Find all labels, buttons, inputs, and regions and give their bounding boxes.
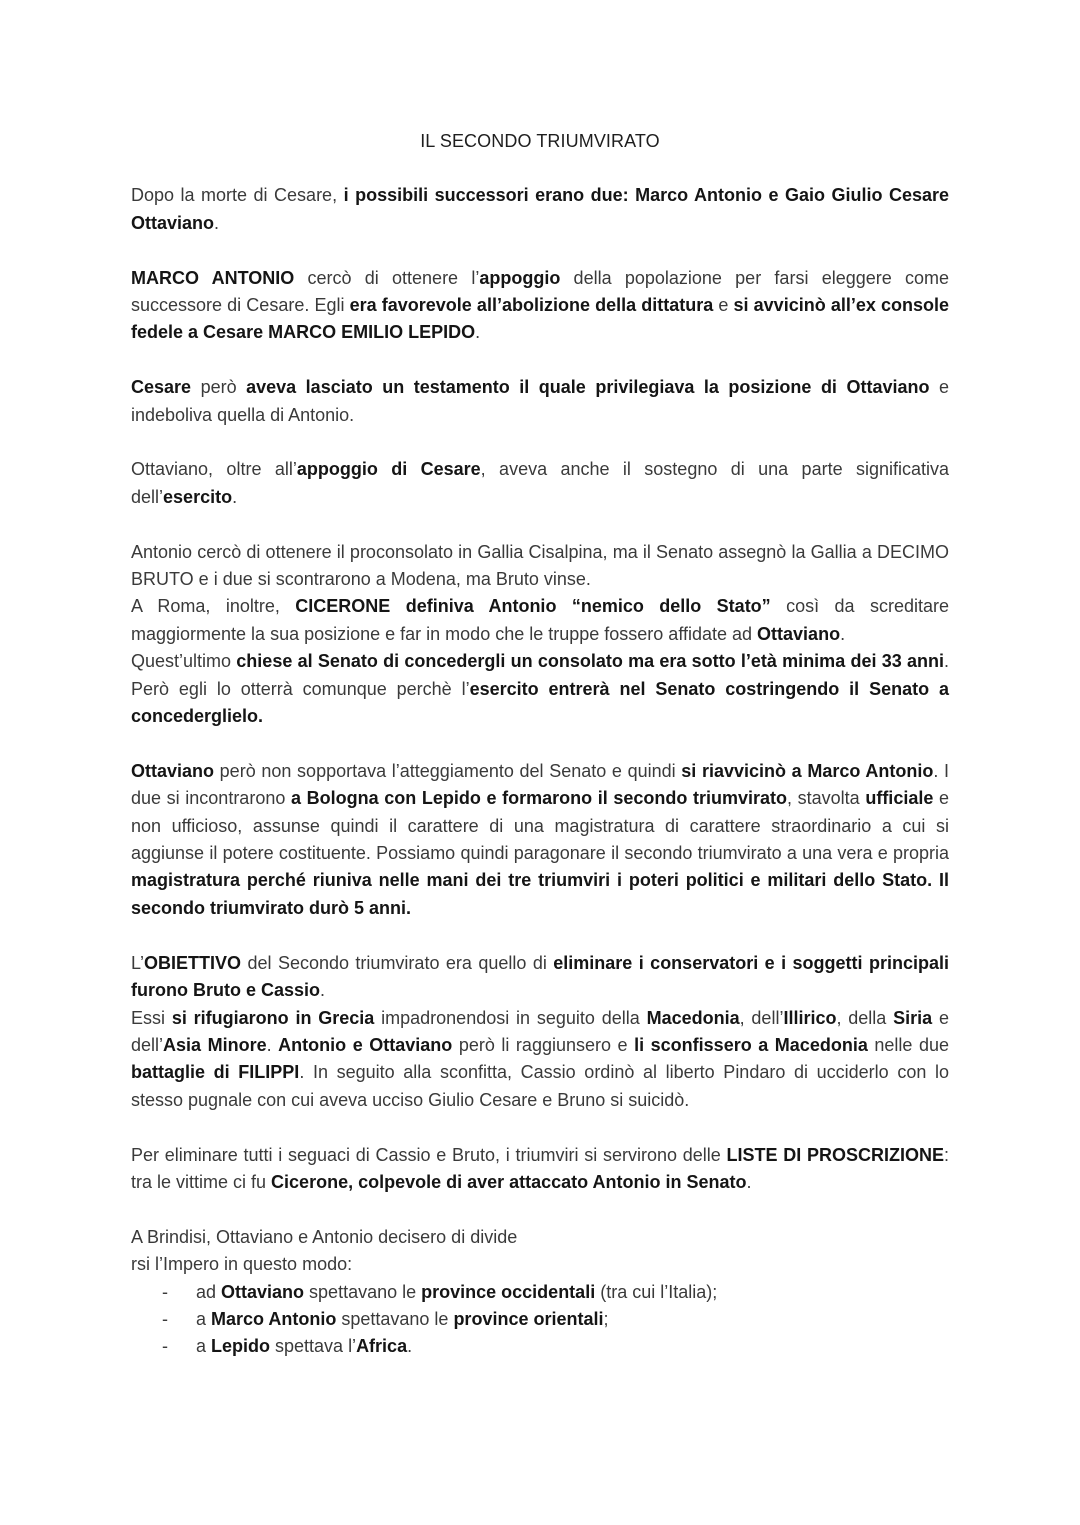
bold-text: Asia Minore — [163, 1034, 267, 1055]
text-run: però non sopportava l’atteggiamento del Senato e quindi — [214, 760, 682, 781]
text-run: e dell’ — [131, 1007, 949, 1055]
bullet-list — [131, 1279, 949, 1361]
text-run: . In seguito alla sconfitta, Cassio ordinò al liberto Pindaro di ucciderlo con lo stesso pugnale con cui aveva ucciso Giulio Cesare e Bruno si suicidò. — [131, 1062, 949, 1110]
text-run: ad — [196, 1281, 222, 1302]
text-run: . — [266, 1034, 279, 1055]
text-run: e indeboliva quella di Antonio. — [131, 377, 949, 425]
bullet-dash: - — [162, 1336, 168, 1357]
text-run: , stavolta — [787, 788, 866, 809]
text-run: però li raggiunsero e — [452, 1034, 635, 1055]
text-run: così da screditare maggiormente la sua posizione e far in modo che le truppe fossero affidate ad — [131, 596, 949, 644]
paragraph-secondo-triumvirato — [131, 758, 949, 922]
text-run: . Però egli lo otterrà comunque perchè l’ — [131, 651, 949, 699]
text-run: ; — [603, 1308, 609, 1329]
text-run: e — [713, 295, 734, 316]
paragraph-testamento — [131, 374, 949, 429]
text-run: . I due si incontrarono — [131, 760, 949, 809]
list-item — [131, 1333, 949, 1360]
bold-text: Siria — [893, 1007, 933, 1028]
bold-text: Marco Antonio — [211, 1308, 337, 1329]
bold-text: Ottaviano — [131, 760, 215, 781]
bold-text: i possibili successori erano due: Marco Antonio e Gaio Giulio Cesare Ottaviano — [131, 185, 950, 233]
bullet-dash: - — [162, 1308, 168, 1329]
bold-text: esercito entrerà nel Senato costringendo il Senato a concederglielo. — [131, 678, 949, 727]
bold-text: a Bologna con Lepido e formarono il secondo triumvirato — [290, 788, 788, 809]
text-run: . — [214, 212, 220, 233]
text-run: . — [232, 486, 238, 507]
paragraph-successori — [131, 182, 949, 237]
text-run: a — [196, 1336, 212, 1357]
text-run: , dell’ — [739, 1007, 784, 1028]
bold-text: eliminare i conservatori e i soggetti principali furono Bruto e Cassio — [131, 952, 949, 1001]
list-item — [131, 1306, 949, 1333]
bold-text: Lepido — [211, 1336, 271, 1357]
text-run: . — [840, 623, 846, 644]
bold-text: si riavvicinò a Marco Antonio — [681, 760, 934, 781]
list-item — [131, 1279, 949, 1306]
paragraph-obiettivo — [131, 950, 949, 1005]
document-body — [131, 182, 949, 1278]
bold-text: appoggio — [479, 267, 561, 288]
bold-text: si avvicinò all’ex console fedele a Cesare MARCO EMILIO LEPIDO — [131, 295, 950, 343]
bold-text: magistratura perché riuniva nelle mani dei tre triumviri i poteri politici e militari dello Stato. Il secondo triumvirato durò 5 anni. — [131, 870, 949, 918]
text-run: A Roma, inoltre, — [131, 596, 296, 617]
paragraph-filippi — [131, 1005, 949, 1115]
text-run: del Secondo triumvirato era quello di — [241, 952, 554, 973]
text-run: della popolazione per farsi eleggere come successore di Cesare. Egli — [131, 267, 950, 316]
bold-text: era favorevole all’abolizione della dittatura — [349, 295, 714, 316]
text-run: spettava l’ — [270, 1336, 357, 1357]
text-run: e non ufficioso, assunse quindi il carattere di una magistratura di carattere straordinario a cui si aggiunse il potere costituente. Possiamo quindi paragonare il secondo triumvirato a una vera e propria — [131, 788, 949, 864]
text-run: nelle due — [867, 1034, 949, 1055]
paragraph-ottaviano-esercito — [131, 456, 949, 511]
text-run: Antonio cercò di ottenere il proconsolato in Gallia Cisalpina, ma il Senato assegnò la Gallia a DECIMO BRUTO e i due si scontrarono a Modena, ma Bruto vinse. — [131, 541, 949, 590]
bold-text: Africa — [356, 1336, 408, 1357]
paragraph-marco-antonio — [131, 265, 949, 347]
text-run: spettavano le — [336, 1308, 454, 1329]
text-run: Essi — [131, 1007, 172, 1028]
bold-text: Ottaviano — [221, 1281, 305, 1302]
text-run: a — [196, 1308, 212, 1329]
paragraph-proscrizione — [131, 1142, 949, 1197]
text-run: cercò di ottenere l’ — [294, 267, 480, 288]
text-run: , aveva anche il sostegno di una parte significativa dell’ — [131, 459, 950, 507]
bold-text: si rifugiarono in Grecia — [171, 1007, 375, 1028]
text-run: (tra cui l’Italia); — [595, 1281, 718, 1302]
bold-text: battaglie di FILIPPI — [131, 1062, 300, 1083]
bold-text: Cicerone, colpevole di aver attaccato Antonio in Senato — [271, 1171, 747, 1192]
text-run: però — [191, 377, 247, 398]
paragraph-brindisi-1 — [131, 1224, 949, 1251]
text-run: L’ — [131, 952, 145, 973]
bold-text: aveva lasciato un testamento il quale privilegiava la posizione di Ottaviano — [246, 377, 930, 398]
text-run: Quest’ultimo — [131, 651, 237, 672]
text-run: : tra le vittime ci fu — [131, 1144, 949, 1192]
bold-text: appoggio di Cesare — [296, 459, 481, 480]
bullet-dash: - — [162, 1281, 168, 1302]
bold-text: province orientali — [453, 1308, 604, 1329]
text-run: . — [407, 1336, 413, 1357]
text-run: A Brindisi, Ottaviano e Antonio decisero di divide — [131, 1226, 518, 1247]
bold-text: Ottaviano — [757, 623, 841, 644]
paragraph-brindisi-2 — [131, 1251, 949, 1278]
bold-text: chiese al Senato di concedergli un consolato ma era sotto l’età minima dei 33 anni — [236, 651, 944, 672]
text-run: impadronendosi in seguito della — [374, 1007, 647, 1028]
text-run: . — [320, 980, 326, 1001]
bold-text: MARCO ANTONIO — [131, 267, 295, 288]
paragraph-consolato — [131, 648, 949, 730]
text-run: spettavano le — [304, 1281, 422, 1302]
bold-text: Illirico — [783, 1007, 837, 1028]
text-run: Dopo la morte di Cesare, — [131, 185, 344, 206]
bold-text: OBIETTIVO — [144, 952, 242, 973]
bold-text: li sconfissero a Macedonia — [634, 1034, 868, 1055]
paragraph-cicerone — [131, 593, 949, 648]
text-run: . — [746, 1171, 752, 1192]
bold-text: CICERONE definiva Antonio “nemico dello Stato” — [295, 596, 771, 617]
paragraph-gallia-cisalpina — [131, 539, 949, 594]
document-title: IL SECONDO TRIUMVIRATO — [420, 131, 660, 151]
text-run: Ottaviano, oltre all’ — [131, 459, 297, 480]
bold-text: LISTE DI PROSCRIZIONE — [726, 1144, 944, 1165]
bold-text: province occidentali — [421, 1281, 596, 1302]
bold-text: esercito — [163, 486, 233, 507]
bold-text: Macedonia — [646, 1007, 740, 1028]
text-run: rsi l’Impero in questo modo: — [131, 1254, 353, 1275]
text-run: Per eliminare tutti i seguaci di Cassio e Bruto, i triumviri si servirono delle — [131, 1144, 727, 1165]
bold-text: ufficiale — [865, 788, 934, 809]
bold-text: Antonio e Ottaviano — [278, 1034, 453, 1055]
bold-text: Cesare — [131, 377, 192, 398]
text-run: , della — [836, 1007, 894, 1028]
text-run: . — [475, 322, 481, 343]
